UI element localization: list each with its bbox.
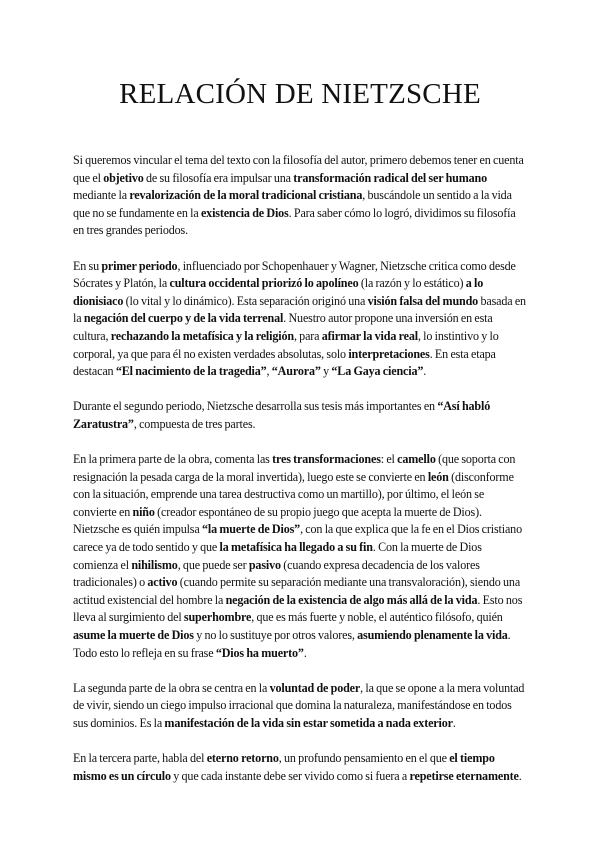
text-run: (creador espontáneo de su propio juego que acepta la muerte de Dios). Nietzsche es quién impulsa [73,504,482,537]
text-run: En la primera parte de la obra, comenta las [73,452,273,467]
text-run: . Con la muerte de Dios comienza el [73,540,482,572]
paragraph-third-part [73,750,529,785]
bold-text-run: pasivo [248,557,281,572]
text-run: . [518,768,522,783]
bold-text-run: superhombre [183,610,252,625]
text-run: , compuesta de tres partes. [133,416,256,431]
document-body [73,152,529,803]
bold-text-run: asumiendo plenamente la vida [357,628,508,643]
bold-text-run: “La Gaya ciencia” [331,364,424,379]
bold-text-run: tres transformaciones [272,452,381,467]
bold-text-run: “Aurora” [271,364,321,379]
bold-text-run: “Dios ha muerto” [215,645,304,660]
text-run: (lo vital y lo dinámico). Esta separación originó una [123,293,368,308]
page-title: RELACIÓN DE NIETZSCHE [119,78,481,110]
bold-text-run: el tiempo mismo es un círculo [73,751,495,783]
paragraph-first-period [73,258,529,381]
bold-text-run: primer periodo [101,258,178,273]
bold-text-run: “Así habló Zaratustra” [73,399,491,431]
paragraph-intro [73,152,529,240]
text-run: En su [73,258,102,273]
bold-text-run: “la muerte de Dios” [201,522,301,537]
bold-text-run: existencia de Dios [200,205,289,220]
text-run: Durante el segundo periodo, Nietzsche desarrolla sus tesis más importantes en [73,399,438,414]
text-run: Si queremos vincular el tema del texto con la filosofía del autor, primero debemos tener en cuenta que el [73,153,524,185]
text-run: . [303,645,307,660]
text-run: mediante la [73,188,130,203]
text-run: , buscándole un sentido a la vida que no se fundamente en la [73,188,512,220]
bold-text-run: eterno retorno [206,751,279,766]
text-run: , que puede ser [177,557,249,572]
text-run: , para [293,328,322,343]
bold-text-run: manifestación de la vida sin estar sometida a nada exterior [164,716,453,730]
bold-text-run: negación del cuerpo y de la vida terrenal [83,311,284,326]
bold-text-run: león [427,469,449,484]
bold-text-run: cultura occidental priorizó lo apolíneo [169,276,359,291]
bold-text-run: repetirse eternamente [409,768,519,783]
bold-text-run: asume la muerte de Dios [73,628,194,643]
bold-text-run: revalorización de la moral tradicional cristiana [129,188,363,203]
text-run: En la tercera parte, habla del [73,751,207,766]
paragraph-first-part [73,451,529,662]
text-run: . Para saber cómo lo logró, dividimos su filosofía en tres grandes periodos. [73,205,516,238]
text-run: de su filosofía era impulsar una [143,170,294,185]
bold-text-run: voluntad de poder [269,680,361,695]
text-run: . En esta etapa destacan [73,346,496,379]
bold-text-run: interpretaciones [348,346,430,361]
bold-text-run: camello [397,452,436,467]
text-run: (cuando expresa decadencia de los valores tradicionales) o [73,557,480,590]
text-run: (la razón y lo estático) [358,276,466,291]
text-run: , lo instintivo y lo corporal, ya que para él no existen verdades absolutas, solo [73,328,499,361]
text-run: , [266,364,272,379]
text-run: . [423,364,427,379]
text-run: . [452,716,456,730]
text-run: (disconforme con la situación, emprende una tarea destructiva como un martillo), por último, el león se convierte en [73,469,514,519]
bold-text-run: a lo dionisiaco [73,276,484,308]
text-run: , influenciado por Schopenhauer y Wagner, Nietzsche critica como desde Sócrates y Platón, la [73,258,516,291]
bold-text-run: niño [132,504,155,519]
text-run: y que cada instante debe ser vivido como si fuera a [170,768,410,783]
bold-text-run: la metafísica ha llegado a su fin [219,540,373,555]
text-run: , un profundo pensamiento en el que [278,751,450,766]
bold-text-run: objetivo [103,170,144,185]
text-run: basada en la [73,293,526,326]
text-run: , con la que explica que la fe en el Dios cristiano carece ya de todo sentido y que [73,522,522,555]
text-run: La segunda parte de la obra se centra en la [73,680,270,695]
text-run: , la que se opone a la mera voluntad de vivir, siendo un ciego impulso irracional que domina la naturaleza, manifestándose en todos sus dominios. Es la [73,680,525,730]
text-run: (que soporta con resignación la pesada carga de la moral invertida), luego este se convierte en [73,452,516,484]
bold-text-run: visión falsa del mundo [367,293,479,308]
text-run: (cuando permite su separación mediante una transvaloración), siendo una actitud existencial del hombre la [73,575,521,607]
paragraph-second-part [73,680,529,733]
paragraph-second-period [73,398,529,433]
bold-text-run: rechazando la metafísica y la religión [110,328,294,343]
text-run: , que es más fuerte y noble, el auténtico filósofo, quién [251,610,503,625]
text-run: y no lo sustituye por otros valores, [193,628,358,643]
bold-text-run: negación de la existencia de algo más allá de la vida [225,592,478,607]
text-run: . Todo esto lo refleja en su frase [73,628,511,660]
text-run: : el [380,452,398,467]
bold-text-run: transformación radical del ser humano [293,170,488,185]
text-run: y [320,364,332,379]
bold-text-run: nihilismo [131,557,178,572]
bold-text-run: activo [147,575,178,590]
text-run: . Esto nos lleva al surgimiento del [73,592,523,625]
text-run: . Nuestro autor propone una inversión en esta cultura, [73,311,493,343]
bold-text-run: afirmar la vida real [321,328,418,343]
bold-text-run: “El nacimiento de la tragedia” [115,364,267,379]
